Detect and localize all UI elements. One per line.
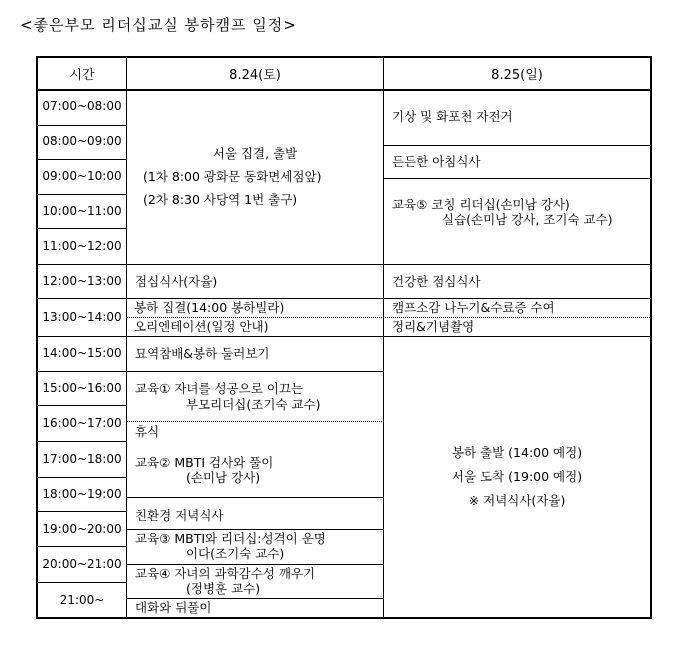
- time-label: 18:00~19:00: [42, 487, 122, 501]
- day1-edu4-line1: 교육④ 자녀의 과학감수성 깨우기: [135, 566, 316, 581]
- day1-assembly: 서울 집결, 출발: [212, 146, 298, 161]
- row-divider: [383, 145, 652, 146]
- time-label: 09:00~10:00: [42, 169, 122, 183]
- day1-rest: 휴식: [135, 424, 160, 439]
- day1-visit: 묘역참배&봉하 둘러보기: [135, 346, 270, 361]
- day1-edu3-line1: 교육③ MBTI와 리더십:성격이 운명: [135, 531, 326, 546]
- row-divider: [126, 371, 384, 372]
- time-label: 07:00~08:00: [42, 99, 122, 113]
- day2-wake: 기상 및 화포천 자전거: [392, 109, 513, 124]
- row-divider: [36, 371, 127, 372]
- row-divider: [36, 582, 127, 583]
- row-divider: [36, 125, 127, 126]
- time-label: 20:00~21:00: [42, 557, 122, 571]
- time-label: 12:00~13:00: [42, 274, 122, 288]
- day1-edu2-line1: 교육② MBTI 검사와 풀이: [135, 455, 274, 470]
- day2-depart: 봉하 출발 (14:00 예정): [451, 445, 583, 460]
- column-divider: [126, 56, 127, 619]
- time-label: 15:00~16:00: [42, 381, 122, 395]
- row-divider-dotted: [126, 317, 652, 318]
- page-title: <좋은부모 리더십교실 봉하캠프 일정>: [20, 16, 297, 34]
- row-divider: [383, 178, 652, 179]
- row-divider: [36, 194, 127, 195]
- day1-talk: 대화와 뒤풀이: [135, 600, 212, 615]
- row-divider: [36, 511, 127, 512]
- row-divider: [36, 159, 127, 160]
- row-divider: [36, 546, 127, 547]
- header-time: 시간: [69, 68, 95, 83]
- header-divider: [36, 89, 652, 91]
- row-divider: [126, 564, 384, 565]
- day1-edu4-line2: (정병훈 교수): [186, 581, 261, 596]
- day1-bus2: (2차 8:30 사당역 1번 출구): [143, 192, 298, 207]
- time-label: 21:00~: [59, 593, 105, 607]
- day2-dinner: ※ 저녁식사(자율): [468, 493, 566, 508]
- day2-breakfast: 든든한 아침식사: [392, 154, 481, 169]
- day1-orientation: 오리엔테이션(일정 안내): [134, 319, 269, 334]
- day2-seoul: 서울 도착 (19:00 예정): [451, 469, 583, 484]
- row-divider: [36, 228, 127, 229]
- row-divider: [36, 298, 652, 299]
- day1-dinner: 친환경 저녁식사: [135, 508, 224, 523]
- day1-lunch: 점심식사(자율): [135, 274, 218, 289]
- time-label: 10:00~11:00: [42, 204, 122, 218]
- row-divider: [36, 336, 652, 337]
- time-label: 17:00~18:00: [42, 452, 122, 466]
- day2-photo: 정리&기념촬영: [392, 319, 475, 334]
- header-day2: 8.25(일): [491, 68, 543, 83]
- row-divider: [126, 497, 384, 498]
- day1-edu1-line2: 부모리더십(조기숙 교수): [186, 397, 321, 412]
- row-divider: [36, 264, 652, 265]
- day2-edu5-line2: 실습(손미남 강사, 조기숙 교수): [442, 212, 613, 227]
- time-label: 11:00~12:00: [42, 239, 122, 253]
- day2-lunch: 건강한 점심식사: [392, 274, 481, 289]
- row-divider: [36, 405, 127, 406]
- day2-share: 캠프소감 나누기&수료증 수여: [392, 300, 555, 315]
- column-divider: [383, 56, 384, 619]
- time-label: 14:00~15:00: [42, 346, 122, 360]
- row-divider: [126, 529, 384, 530]
- day1-arrive: 봉하 집결(14:00 봉하빌라): [134, 300, 285, 315]
- header-day1: 8.24(토): [229, 68, 281, 83]
- row-divider: [126, 598, 384, 599]
- time-label: 13:00~14:00: [42, 310, 122, 324]
- day1-edu2-line2: (손미남 강사): [186, 470, 261, 485]
- row-divider: [36, 477, 127, 478]
- row-divider: [36, 441, 127, 442]
- day2-edu5-line1: 교육⑤ 코칭 리더십(손미남 강사): [392, 197, 570, 212]
- row-divider-dotted: [126, 421, 384, 422]
- day1-edu3-line2: 이다(조기숙 교수): [186, 546, 285, 561]
- time-label: 16:00~17:00: [42, 416, 122, 430]
- day1-bus1: (1차 8:00 광화문 동화면세점앞): [143, 169, 322, 184]
- time-label: 08:00~09:00: [42, 134, 122, 148]
- day1-edu1-line1: 교육① 자녀를 성공으로 이끄는: [135, 381, 304, 396]
- schedule-table: [36, 56, 652, 619]
- time-label: 19:00~20:00: [42, 522, 122, 536]
